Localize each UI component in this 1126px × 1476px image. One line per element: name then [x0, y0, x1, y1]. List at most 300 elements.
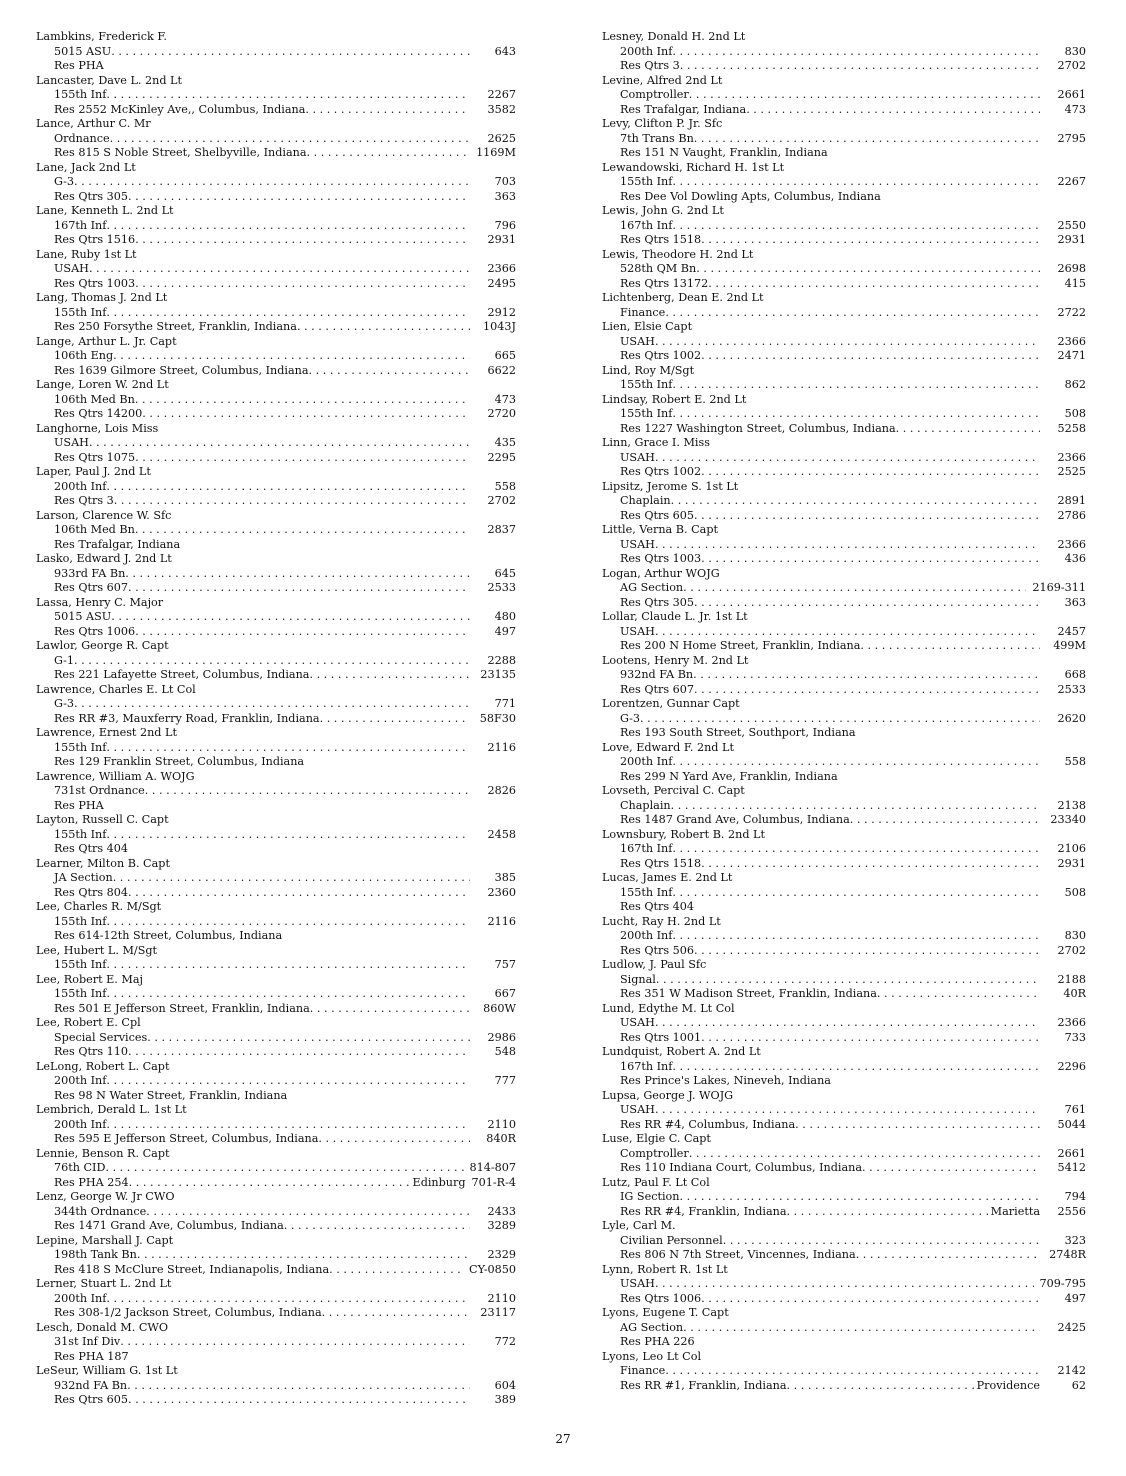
entry-phone: 761 [1064, 1103, 1086, 1116]
dot-leader [672, 378, 1040, 393]
entry-detail-line [602, 1016, 1086, 1031]
entry-phone: 2931 [1057, 233, 1086, 246]
entry-phone: 2457 [1057, 624, 1086, 638]
dot-leader [787, 1205, 988, 1220]
entry-detail-line [36, 886, 516, 901]
dot-leader [128, 1393, 470, 1408]
entry-phone: 1169M [476, 146, 516, 159]
entry-label: USAH [620, 624, 655, 638]
entry-label: Res RR #3, Mauxferry Road, Franklin, Indiana [54, 711, 320, 725]
entry-phone: 2550 [1057, 218, 1086, 232]
entry-detail-line [36, 88, 516, 103]
entry-label: Special Services [54, 1030, 148, 1044]
directory-entry [602, 161, 1086, 205]
entry-phone: 5044 [1057, 1117, 1086, 1131]
entry-detail-line [602, 175, 1086, 190]
directory-entry [36, 1321, 516, 1365]
entry-phone: 2661 [1057, 88, 1086, 101]
entry-label: 167th Inf [620, 1059, 673, 1073]
entry-phone: 2722 [1057, 305, 1086, 319]
dot-leader [106, 915, 470, 930]
entry-detail-line [602, 1147, 1086, 1162]
entry-label: Res RR #1, Franklin, Indiana [620, 1378, 787, 1392]
dot-leader [113, 349, 470, 364]
dot-leader [135, 451, 470, 466]
directory-entry [36, 944, 516, 973]
entry-label: Res 501 E Jefferson Street, Franklin, Indiana [54, 1001, 310, 1015]
entry-phone: 2296 [1057, 1059, 1086, 1073]
entry-detail-line [36, 349, 516, 364]
entry-detail-line [602, 103, 1086, 118]
entry-phone: 733 [1064, 1030, 1086, 1044]
dot-leader [694, 683, 1040, 698]
entry-label: Res 595 E Jefferson Street, Columbus, Indiana [54, 1132, 319, 1145]
entry-detail-line [602, 45, 1086, 60]
entry-detail-line [602, 1205, 1086, 1220]
entry-detail-line [602, 596, 1086, 611]
entry-detail-line [602, 1190, 1086, 1205]
dot-leader [135, 393, 470, 408]
entry-label: AG Section [620, 581, 684, 594]
entry-detail-line [36, 1379, 516, 1394]
entry-detail-line [602, 335, 1086, 350]
entry-name: Lovseth, Percival C. Capt [602, 784, 745, 797]
entry-exchange: Edinburg [412, 1175, 466, 1189]
entry-detail-line [36, 1132, 516, 1147]
entry-name: Lee, Charles R. M/Sgt [36, 900, 162, 913]
dot-leader [672, 886, 1040, 901]
entry-label: Res 815 S Noble Street, Shelbyville, Indiana [54, 146, 307, 159]
entry-detail-line [602, 88, 1086, 103]
directory-entry [602, 1002, 1086, 1046]
directory-entry [36, 291, 516, 335]
directory-entry [36, 30, 516, 74]
entry-label: Res Qtrs 404 [54, 842, 129, 855]
entry-detail-line [602, 712, 1086, 727]
entry-phone: 2169-311 [1032, 581, 1086, 594]
entry-detail-line [36, 538, 516, 553]
directory-entry [602, 654, 1086, 698]
entry-detail-line [602, 219, 1086, 234]
entry-label: 200th Inf [54, 1291, 107, 1305]
directory-entry [602, 364, 1086, 393]
entry-detail-line [36, 625, 516, 640]
entry-detail-line [36, 306, 516, 321]
entry-detail-line [36, 277, 516, 292]
directory-entry [36, 596, 516, 640]
entry-label: 5015 ASU [54, 610, 112, 623]
entry-phone: 840R [486, 1132, 516, 1145]
entry-spacer [180, 538, 516, 553]
entry-label: 155th Inf [54, 914, 107, 928]
entry-label: 933rd FA Bn [54, 566, 126, 580]
directory-entry [602, 1045, 1086, 1089]
entry-label: Signal [620, 972, 656, 986]
entry-name: Love, Edward F. 2nd Lt [602, 740, 734, 754]
entry-phone: 323 [1064, 1233, 1086, 1247]
entry-phone: 830 [1064, 929, 1086, 942]
entry-phone: 701-R-4 [471, 1175, 516, 1189]
directory-entry [36, 422, 516, 466]
entry-label: G-1 [54, 653, 75, 667]
entry-label: 106th Med Bn [54, 392, 135, 406]
dot-leader [305, 103, 470, 118]
directory-entry [36, 900, 516, 944]
directory-entry [36, 1277, 516, 1321]
entry-name: Levine, Alfred 2nd Lt [602, 73, 723, 87]
entry-phone: 2329 [487, 1248, 516, 1261]
entry-name: Lawrence, William A. WOJG [36, 769, 195, 783]
entry-name: Lipsitz, Jerome S. 1st Lt [602, 479, 739, 493]
directory-entry [36, 204, 516, 248]
entry-detail-line [36, 654, 516, 669]
entry-detail-line [36, 132, 516, 147]
entry-label: USAH [620, 334, 655, 348]
entry-phone: 2931 [487, 233, 516, 246]
dot-leader [106, 828, 470, 843]
directory-entry [36, 1103, 516, 1147]
entry-phone: 2661 [1057, 1146, 1086, 1160]
entry-detail-line [36, 364, 516, 379]
entry-name: Lance, Arthur C. Mr [36, 117, 151, 130]
entry-name: Lee, Hubert L. M/Sgt [36, 943, 158, 957]
entry-detail-line [602, 306, 1086, 321]
entry-label: Finance [620, 1364, 666, 1377]
directory-entry [602, 248, 1086, 292]
entry-name: Lennie, Benson R. Capt [36, 1146, 170, 1160]
entry-spacer [828, 146, 1086, 161]
entry-name: Lichtenberg, Dean E. 2nd Lt [602, 291, 764, 304]
entry-detail-line [602, 581, 1086, 596]
entry-name: Lewis, John G. 2nd Lt [602, 204, 724, 217]
directory-entry [602, 320, 1086, 364]
entry-label: Res PHA 187 [54, 1349, 129, 1363]
entry-label: Res Qtrs 605 [54, 1393, 129, 1406]
dot-leader [701, 349, 1040, 364]
entry-detail-line [602, 625, 1086, 640]
entry-spacer [128, 842, 516, 857]
entry-label: Res Qtrs 13172 [620, 276, 709, 290]
entry-name: Lane, Ruby 1st Lt [36, 247, 137, 261]
entry-detail-line [36, 755, 516, 770]
entry-detail-line [602, 1031, 1086, 1046]
entry-label: 167th Inf [620, 218, 673, 232]
entry-label: Res Qtrs 1006 [54, 624, 136, 638]
entry-phone: 772 [494, 1335, 516, 1348]
dot-leader [310, 1002, 470, 1017]
entry-name: Lancaster, Dave L. 2nd Lt [36, 73, 182, 87]
entry-phone: 2267 [487, 88, 516, 101]
dot-leader [127, 1379, 470, 1394]
entry-detail-line [36, 59, 516, 74]
entry-phone: 363 [1064, 595, 1086, 609]
entry-phone: 2458 [487, 827, 516, 841]
entry-detail-line [602, 59, 1086, 74]
dot-leader [672, 755, 1040, 770]
dot-leader [656, 973, 1040, 988]
directory-entry [602, 523, 1086, 567]
entry-name: Lynn, Robert R. 1st Lt [602, 1262, 728, 1276]
directory-entry [36, 1190, 516, 1234]
dot-leader [111, 45, 470, 60]
entry-phone: 2702 [1057, 943, 1086, 957]
entry-detail-line [602, 1292, 1086, 1307]
entry-detail-line [602, 494, 1086, 509]
entry-detail-line [36, 1248, 516, 1263]
entry-phone: 497 [1064, 1291, 1086, 1305]
entry-detail-line [602, 813, 1086, 828]
entry-detail-line [602, 842, 1086, 857]
entry-name: Linn, Grace I. Miss [602, 436, 710, 449]
entry-spacer [104, 799, 516, 814]
directory-entry [602, 1306, 1086, 1350]
directory-entry [36, 465, 516, 509]
entry-detail-line [602, 1118, 1086, 1133]
entry-label: Res PHA 226 [620, 1335, 695, 1348]
dot-leader [128, 886, 470, 901]
entry-name: Luse, Elgie C. Capt [602, 1132, 711, 1145]
entry-label: Res Trafalgar, Indiana [54, 537, 181, 551]
entry-label: Res Qtrs 607 [620, 682, 695, 696]
entry-label: Res Qtrs 404 [620, 900, 695, 913]
entry-detail-line [36, 1089, 516, 1104]
dot-leader [672, 842, 1040, 857]
entry-detail-line [36, 407, 516, 422]
entry-phone: 2116 [487, 914, 516, 928]
dot-leader [128, 190, 470, 205]
entry-name: Lerner, Stuart L. 2nd Lt [36, 1277, 172, 1290]
entry-name: Lambkins, Frederick F. [36, 30, 167, 43]
entry-label: Res 1227 Washington Street, Columbus, Indiana [620, 421, 896, 435]
entry-label: Comptroller [620, 88, 689, 101]
dot-leader [694, 596, 1040, 611]
entry-phone: 389 [494, 1393, 516, 1406]
dot-leader [128, 1045, 470, 1060]
entry-phone: 385 [494, 871, 516, 884]
entry-detail-line [36, 581, 516, 596]
entry-label: Res Qtrs 1002 [620, 465, 702, 478]
entry-phone: 604 [494, 1378, 516, 1392]
directory-entry [36, 973, 516, 1017]
dot-leader [106, 88, 470, 103]
directory-entry [36, 161, 516, 205]
entry-label: Res 221 Lafayette Street, Columbus, Indiana [54, 668, 310, 681]
dot-leader [701, 1031, 1040, 1046]
entry-detail-line [36, 784, 516, 799]
entry-name: Lane, Jack 2nd Lt [36, 160, 136, 174]
entry-phone: 2425 [1057, 1320, 1086, 1334]
entry-detail-line [602, 1364, 1086, 1379]
entry-detail-line [36, 523, 516, 538]
entry-name: Lownsbury, Robert B. 2nd Lt [602, 827, 765, 841]
entry-label: Res Qtrs 14200 [54, 407, 143, 420]
entry-detail-line [602, 146, 1086, 161]
directory-entry [602, 697, 1086, 741]
entry-detail-line [36, 668, 516, 683]
entry-label: Res 110 Indiana Court, Columbus, Indiana [620, 1161, 862, 1174]
entry-label: Res Qtrs 1003 [620, 552, 702, 565]
dot-leader [860, 639, 1040, 654]
entry-name: Lenz, George W. Jr CWO [36, 1190, 175, 1203]
directory-entry [602, 30, 1086, 74]
directory-entry [36, 74, 516, 118]
entry-phone: 5258 [1057, 421, 1086, 435]
entry-phone: 645 [494, 566, 516, 580]
entry-detail-line [36, 1205, 516, 1220]
entry-label: Civilian Personnel [620, 1233, 723, 1247]
dot-leader [795, 1118, 1040, 1133]
entry-phone: 558 [494, 479, 516, 493]
directory-entry [36, 770, 516, 814]
entry-detail-line [602, 929, 1086, 944]
entry-detail-line [36, 480, 516, 495]
directory-entry [602, 291, 1086, 320]
entry-phone: 499M [1053, 639, 1086, 652]
entry-phone: 2986 [487, 1030, 516, 1044]
entry-label: Res 418 S McClure Street, Indianapolis, Indiana [54, 1262, 330, 1276]
entry-name: Lang, Thomas J. 2nd Lt [36, 291, 168, 304]
entry-detail-line [36, 842, 516, 857]
directory-entry [602, 915, 1086, 959]
dot-leader [110, 132, 470, 147]
directory-entry [602, 828, 1086, 872]
entry-detail-line [602, 1335, 1086, 1350]
entry-label: 31st Inf Div [54, 1335, 121, 1348]
entry-detail-line [36, 1306, 516, 1321]
entry-phone: 6622 [487, 363, 516, 377]
entry-label: 167th Inf [54, 218, 107, 232]
directory-entry [602, 610, 1086, 654]
entry-name: Lucht, Ray H. 2nd Lt [602, 914, 721, 928]
entry-spacer [831, 1074, 1086, 1089]
entry-detail-line [36, 1002, 516, 1017]
entry-label: 344th Ordnance [54, 1204, 147, 1218]
entry-detail-line [36, 436, 516, 451]
dot-leader [106, 480, 470, 495]
entry-phone: 771 [494, 697, 516, 710]
dot-leader [689, 1147, 1040, 1162]
entry-label: Res 2552 McKinley Ave,, Columbus, Indiana [54, 102, 306, 116]
entry-name: Lucas, James E. 2nd Lt [602, 871, 733, 884]
entry-label: Res PHA [54, 59, 104, 72]
entry-detail-line [36, 146, 516, 161]
entry-detail-line [36, 1045, 516, 1060]
dot-leader [746, 103, 1040, 118]
entry-label: Res PHA [54, 798, 104, 812]
entry-detail-line [602, 422, 1086, 437]
dot-leader [655, 1277, 1034, 1292]
entry-phone: 2267 [1057, 175, 1086, 188]
entry-detail-line [602, 1234, 1086, 1249]
entry-phone: 2188 [1057, 972, 1086, 986]
entry-detail-line [36, 712, 516, 727]
entry-label: 200th Inf [620, 44, 673, 58]
entry-label: 155th Inf [54, 740, 107, 754]
dot-leader [297, 320, 470, 335]
entry-label: Res 98 N Water Street, Franklin, Indiana [54, 1088, 288, 1102]
entry-detail-line [602, 987, 1086, 1002]
dot-leader [672, 929, 1040, 944]
entry-detail-line [36, 1219, 516, 1234]
entry-label: 200th Inf [620, 755, 673, 768]
dot-leader [693, 668, 1040, 683]
entry-detail-line [602, 132, 1086, 147]
dot-leader [322, 1306, 470, 1321]
dot-leader [74, 175, 470, 190]
dot-leader [896, 422, 1040, 437]
entry-label: Res PHA 254 [54, 1175, 129, 1189]
entry-name: Langhorne, Lois Miss [36, 421, 159, 435]
dot-leader [135, 523, 470, 538]
entry-phone: 665 [494, 349, 516, 362]
dot-leader [135, 277, 470, 292]
entry-spacer [304, 755, 516, 770]
dot-leader [672, 45, 1040, 60]
page-number: 27 [555, 1432, 571, 1446]
entry-detail-line [36, 741, 516, 756]
entry-phone: 667 [494, 987, 516, 1000]
entry-phone: 3289 [487, 1219, 516, 1232]
entry-phone: 2110 [487, 1291, 516, 1305]
entry-phone: 2366 [1057, 450, 1086, 464]
entry-detail-line [36, 1335, 516, 1350]
entry-detail-line [36, 929, 516, 944]
dot-leader [701, 552, 1040, 567]
entry-name: Learner, Milton B. Capt [36, 856, 170, 870]
dot-leader [671, 799, 1040, 814]
entry-detail-line [602, 190, 1086, 205]
entry-phone: 508 [1064, 885, 1086, 899]
entry-detail-line [602, 1379, 1086, 1394]
directory-entry [36, 726, 516, 770]
entry-name: Layton, Russell C. Capt [36, 813, 169, 826]
directory-entry [602, 74, 1086, 118]
entry-label: Res 308-1/2 Jackson Street, Columbus, Indiana [54, 1306, 322, 1319]
entry-phone: 558 [1064, 755, 1086, 768]
entry-detail-line [36, 828, 516, 843]
entry-label: Res Dee Vol Dowling Apts, Columbus, Indiana [620, 189, 881, 203]
dot-leader [135, 625, 470, 640]
entry-detail-line [602, 944, 1086, 959]
entry-name: Lasko, Edward J. 2nd Lt [36, 552, 172, 565]
entry-detail-line [602, 1074, 1086, 1089]
entry-phone: 2912 [487, 305, 516, 319]
entry-detail-line [602, 509, 1086, 524]
entry-label: 155th Inf [54, 305, 107, 319]
dot-leader [74, 654, 470, 669]
entry-phone: 508 [1064, 407, 1086, 420]
directory-entry [602, 1350, 1086, 1394]
entry-label: Res Trafalgar, Indiana [620, 102, 747, 116]
entry-label: USAH [54, 436, 89, 449]
dot-leader [708, 277, 1040, 292]
entry-phone: 2471 [1057, 349, 1086, 362]
entry-detail-line [36, 958, 516, 973]
entry-phone: 2110 [487, 1117, 516, 1131]
entry-phone: 2625 [487, 131, 516, 145]
dot-leader [701, 857, 1040, 872]
entry-label: Ordnance [54, 131, 110, 145]
entry-phone: 757 [494, 958, 516, 971]
entry-label: Res 250 Forsythe Street, Franklin, Indiana [54, 320, 297, 333]
entry-detail-line [36, 799, 516, 814]
entry-name: LeLong, Robert L. Capt [36, 1059, 170, 1073]
entry-detail-line [602, 726, 1086, 741]
entry-phone: 5412 [1057, 1161, 1086, 1174]
dot-leader [672, 219, 1040, 234]
entry-name: Lesch, Donald M. CWO [36, 1320, 169, 1334]
entry-phone: 2366 [487, 262, 516, 275]
